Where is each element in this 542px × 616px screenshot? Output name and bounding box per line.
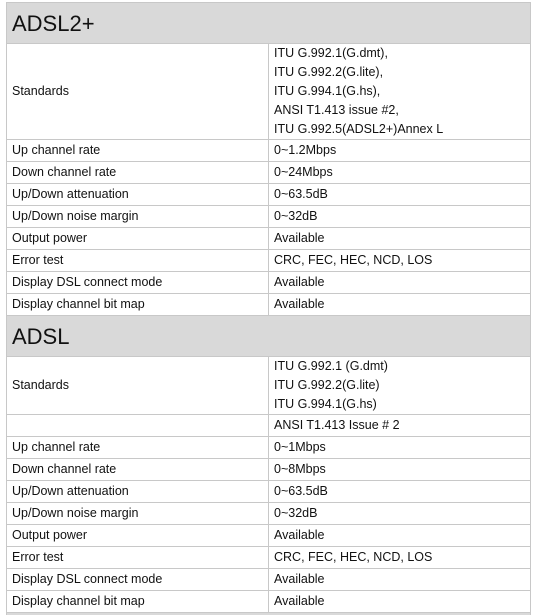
standard-line: ITU G.994.1(G.hs), xyxy=(274,84,381,98)
spec-label: Error test xyxy=(7,547,269,569)
spec-row xyxy=(7,459,531,481)
standards-value xyxy=(269,357,531,415)
spec-value: 0~32dB xyxy=(269,503,531,525)
spec-value: Available xyxy=(269,228,531,250)
next-section-header-edge xyxy=(7,613,531,616)
standards-value xyxy=(269,44,531,140)
standard-line: ITU G.992.2(G.lite), xyxy=(274,65,384,79)
spec-label: Display DSL connect mode xyxy=(7,569,269,591)
spec-value: 0~24Mbps xyxy=(269,162,531,184)
spec-label: Up/Down attenuation xyxy=(7,481,269,503)
standard-line: ITU G.992.1 (G.dmt) xyxy=(274,359,388,373)
spec-row xyxy=(7,294,531,316)
spec-row xyxy=(7,437,531,459)
standards-extra: ANSI T1.413 Issue # 2 xyxy=(269,415,531,437)
spec-value: 0~1Mbps xyxy=(269,437,531,459)
spec-value: Available xyxy=(269,525,531,547)
spec-label: Display channel bit map xyxy=(7,591,269,613)
section-header-adsl2plus xyxy=(7,3,531,44)
spec-value: Available xyxy=(269,294,531,316)
spec-label-empty xyxy=(7,415,269,437)
spec-value: 0~32dB xyxy=(269,206,531,228)
spec-value: CRC, FEC, HEC, NCD, LOS xyxy=(269,547,531,569)
spec-row xyxy=(7,272,531,294)
spec-label: Display channel bit map xyxy=(7,294,269,316)
standard-line: ITU G.994.1(G.hs) xyxy=(274,397,377,411)
spec-value: 0~63.5dB xyxy=(269,184,531,206)
spec-row xyxy=(7,591,531,613)
spec-row xyxy=(7,481,531,503)
spec-row xyxy=(7,206,531,228)
spec-table xyxy=(6,2,531,615)
section-title: ADSL2+ xyxy=(7,3,531,44)
spec-value: 0~8Mbps xyxy=(269,459,531,481)
spec-label: Up/Down attenuation xyxy=(7,184,269,206)
spec-row xyxy=(7,525,531,547)
spec-row xyxy=(7,503,531,525)
spec-value: Available xyxy=(269,272,531,294)
spec-label: Output power xyxy=(7,228,269,250)
spec-value: Available xyxy=(269,591,531,613)
spec-label: Down channel rate xyxy=(7,162,269,184)
spec-row xyxy=(7,162,531,184)
spec-value: 0~1.2Mbps xyxy=(269,140,531,162)
spec-label: Output power xyxy=(7,525,269,547)
spec-row xyxy=(7,250,531,272)
standards-row xyxy=(7,357,531,415)
spec-label: Up/Down noise margin xyxy=(7,206,269,228)
next-section-header-strip xyxy=(7,613,531,616)
spec-row xyxy=(7,184,531,206)
standard-line: ITU G.992.5(ADSL2+)Annex L xyxy=(274,122,444,136)
spec-row xyxy=(7,228,531,250)
standard-line: ANSI T1.413 issue #2, xyxy=(274,103,399,117)
spec-row xyxy=(7,569,531,591)
spec-value: Available xyxy=(269,569,531,591)
spec-label: Up/Down noise margin xyxy=(7,503,269,525)
spec-value: CRC, FEC, HEC, NCD, LOS xyxy=(269,250,531,272)
spec-row xyxy=(7,140,531,162)
spec-label: Down channel rate xyxy=(7,459,269,481)
spec-value: 0~63.5dB xyxy=(269,481,531,503)
spec-label: Up channel rate xyxy=(7,140,269,162)
spec-label: Error test xyxy=(7,250,269,272)
spec-row xyxy=(7,415,531,437)
spec-label: Display DSL connect mode xyxy=(7,272,269,294)
standards-label: Standards xyxy=(7,44,269,140)
section-header-adsl xyxy=(7,316,531,357)
section-title: ADSL xyxy=(7,316,531,357)
standard-line: ITU G.992.1(G.dmt), xyxy=(274,46,388,60)
spec-label: Up channel rate xyxy=(7,437,269,459)
standards-label: Standards xyxy=(7,357,269,415)
standards-row xyxy=(7,44,531,140)
spec-row xyxy=(7,547,531,569)
standard-line: ITU G.992.2(G.lite) xyxy=(274,378,380,392)
